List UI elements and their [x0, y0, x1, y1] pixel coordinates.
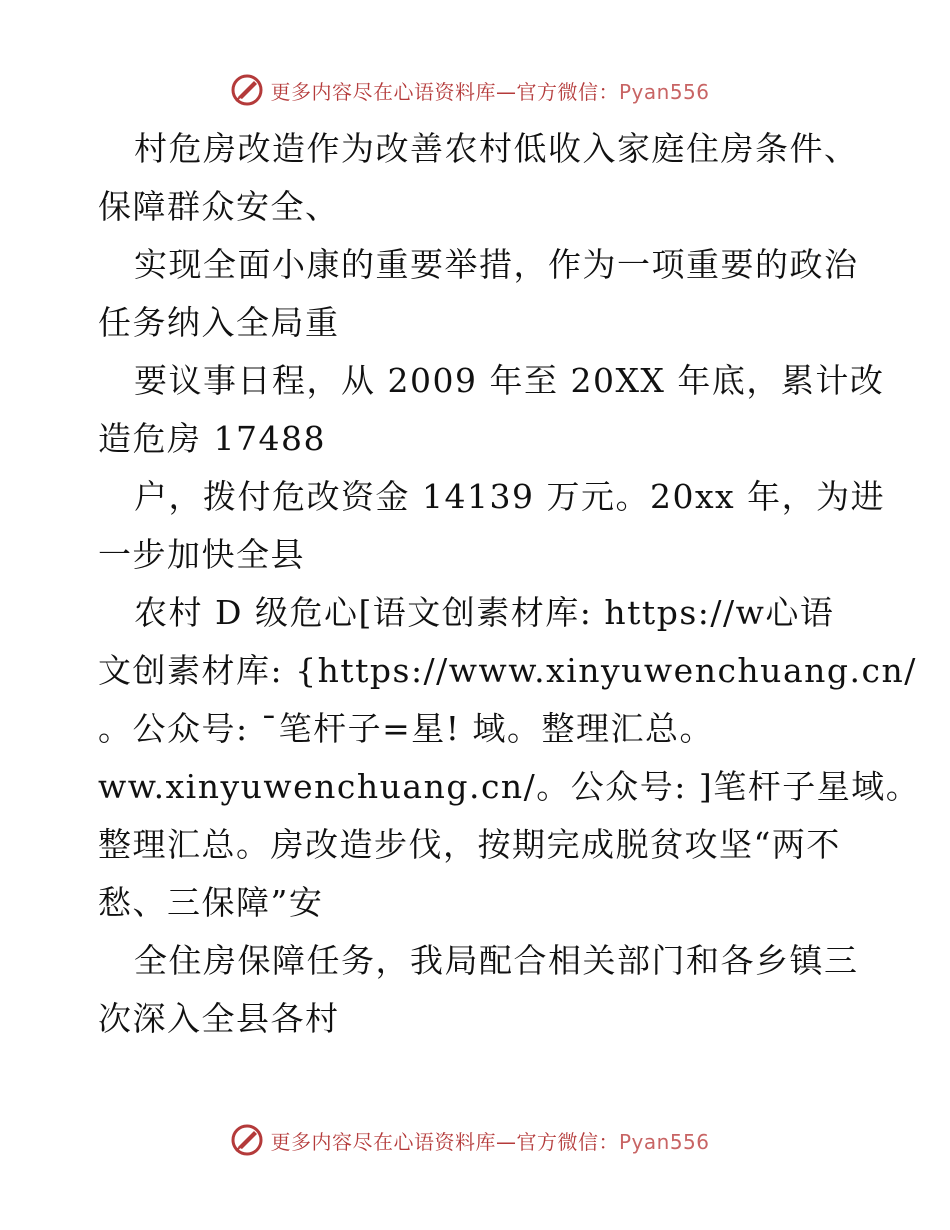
- quill-seal-icon: [230, 73, 264, 107]
- body-line: 任务纳入全局重: [98, 303, 340, 342]
- body-line: 全住房保障任务，我局配合相关部门和各乡镇三: [134, 941, 859, 980]
- body-line: 。公众号: ¯笔杆子=星! 域。整理汇总。: [98, 709, 715, 748]
- document-body: [98, 120, 921, 1048]
- header-banner-text: [270, 76, 709, 105]
- body-line: 造危房 17488: [98, 419, 326, 458]
- footer-banner: [0, 1120, 950, 1160]
- header-banner: [0, 70, 950, 110]
- header-banner-label: 官方微信：: [516, 79, 619, 104]
- body-line: 次深入全县各村: [98, 999, 340, 1038]
- body-line: 农村 D 级危心[语文创素材库: https://w心语: [134, 593, 835, 632]
- quill-seal-icon: [230, 1123, 264, 1157]
- footer-banner-label: 官方微信：: [516, 1129, 619, 1154]
- footer-banner-sep: —: [495, 1129, 517, 1154]
- footer-banner-text: [270, 1126, 709, 1155]
- footer-banner-wechat-id: Pyan556: [618, 1129, 710, 1154]
- header-banner-cn: 更多内容尽在心语资料库: [270, 79, 496, 104]
- body-line: 要议事日程，从 2009 年至 20XX 年底，累计改: [134, 361, 885, 400]
- body-line: 村危房改造作为改善农村低收入家庭住房条件、: [134, 129, 859, 168]
- body-line: ww.xinyuwenchuang.cn/。公众号: ]笔杆子星域。: [98, 767, 921, 806]
- body-line: 文创素材库: {https://www.xinyuwenchuang.cn/: [98, 651, 917, 690]
- body-line: 愁、三保障”安: [98, 883, 324, 922]
- header-banner-wechat-id: Pyan556: [618, 79, 710, 104]
- body-line: 保障群众安全、: [98, 187, 340, 226]
- header-banner-inner: [230, 73, 709, 107]
- body-line: 实现全面小康的重要举措，作为一项重要的政治: [134, 245, 859, 284]
- header-banner-sep: —: [495, 79, 517, 104]
- body-line: 一步加快全县: [98, 535, 305, 574]
- body-line: 户，拨付危改资金 14139 万元。20xx 年，为进: [134, 477, 886, 516]
- footer-banner-inner: [230, 1123, 709, 1157]
- body-line: 整理汇总。房改造步伐，按期完成脱贫攻坚“两不: [98, 825, 841, 864]
- footer-banner-cn: 更多内容尽在心语资料库: [270, 1129, 496, 1154]
